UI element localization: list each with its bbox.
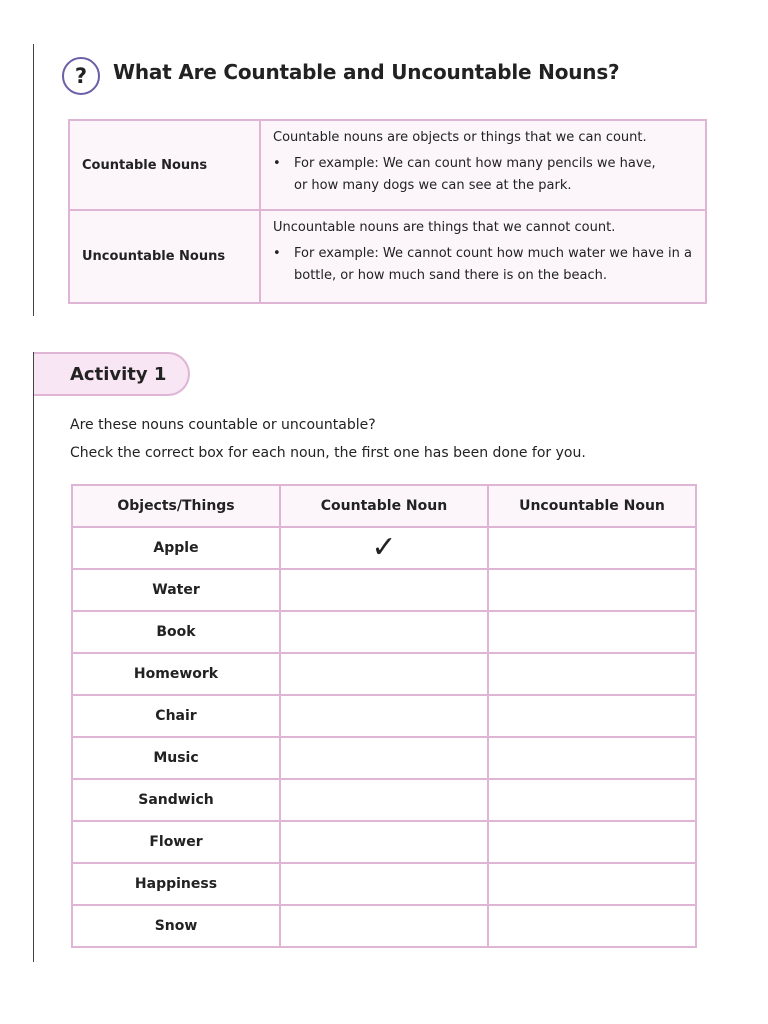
question-mark-icon: ? [62, 57, 100, 95]
countable-checkbox-cell[interactable] [280, 905, 488, 947]
example-line-1: For example: We can count how many pencils we have, [294, 156, 656, 171]
table-row [72, 737, 696, 779]
table-row [72, 527, 696, 569]
uncountable-checkbox-cell[interactable] [488, 611, 696, 653]
example-line-2: or how many dogs we can see at the park. [294, 178, 572, 193]
noun-cell: Homework [72, 653, 280, 695]
bullet-icon: • [273, 156, 281, 171]
noun-classification-table [71, 484, 697, 948]
table-row [72, 905, 696, 947]
table-row [72, 779, 696, 821]
uncountable-checkbox-cell[interactable] [488, 527, 696, 569]
example-text [294, 153, 656, 197]
activity-tab: Activity 1 [34, 352, 190, 396]
noun-cell: Book [72, 611, 280, 653]
uncountable-checkbox-cell[interactable] [488, 737, 696, 779]
margin-rule-top [33, 44, 34, 316]
noun-cell: Chair [72, 695, 280, 737]
countable-checkbox-cell[interactable] [280, 527, 488, 569]
table-row [72, 695, 696, 737]
noun-cell: Water [72, 569, 280, 611]
uncountable-checkbox-cell[interactable] [488, 905, 696, 947]
countable-checkbox-cell[interactable] [280, 863, 488, 905]
table-row [72, 821, 696, 863]
countable-checkbox-cell[interactable] [280, 611, 488, 653]
uncountable-checkbox-cell[interactable] [488, 653, 696, 695]
countable-checkbox-cell[interactable] [280, 569, 488, 611]
example-line-2: bottle, or how much sand there is on the beach. [294, 268, 608, 283]
definition-term: Countable Nouns [69, 120, 260, 210]
table-row [72, 863, 696, 905]
definition-term: Uncountable Nouns [69, 210, 260, 303]
header-row [72, 485, 696, 527]
definition-row [69, 210, 706, 303]
checkmark-icon: ✓ [371, 530, 397, 565]
countable-checkbox-cell[interactable] [280, 821, 488, 863]
noun-cell: Flower [72, 821, 280, 863]
bullet-icon: • [273, 246, 281, 261]
table-row [72, 611, 696, 653]
noun-cell: Sandwich [72, 779, 280, 821]
column-header-objects: Objects/Things [72, 485, 280, 527]
column-header-countable: Countable Noun [280, 485, 488, 527]
noun-cell: Apple [72, 527, 280, 569]
table-row [72, 569, 696, 611]
definition-example [273, 153, 693, 197]
definition-lead: Uncountable nouns are things that we cannot count. [273, 220, 616, 235]
countable-checkbox-cell[interactable] [280, 779, 488, 821]
definitions-table [68, 119, 707, 304]
uncountable-checkbox-cell[interactable] [488, 863, 696, 905]
countable-checkbox-cell[interactable] [280, 653, 488, 695]
example-line-1: For example: We cannot count how much water we have in a [294, 246, 693, 261]
uncountable-checkbox-cell[interactable] [488, 779, 696, 821]
table-row [72, 653, 696, 695]
definition-row [69, 120, 706, 210]
noun-cell: Music [72, 737, 280, 779]
countable-checkbox-cell[interactable] [280, 737, 488, 779]
activity-instruction-2: Check the correct box for each noun, the first one has been done for you. [70, 445, 586, 461]
uncountable-checkbox-cell[interactable] [488, 695, 696, 737]
uncountable-checkbox-cell[interactable] [488, 569, 696, 611]
noun-cell: Happiness [72, 863, 280, 905]
uncountable-checkbox-cell[interactable] [488, 821, 696, 863]
definition-lead: Countable nouns are objects or things that we can count. [273, 130, 647, 145]
activity-instruction-1: Are these nouns countable or uncountable? [70, 417, 376, 433]
noun-cell: Snow [72, 905, 280, 947]
definition-example [273, 243, 693, 287]
countable-checkbox-cell[interactable] [280, 695, 488, 737]
definition-description [260, 210, 706, 303]
page-title: What Are Countable and Uncountable Nouns? [113, 60, 620, 84]
definition-description [260, 120, 706, 210]
example-text [294, 243, 692, 287]
column-header-uncountable: Uncountable Noun [488, 485, 696, 527]
margin-rule-bottom [33, 352, 34, 962]
